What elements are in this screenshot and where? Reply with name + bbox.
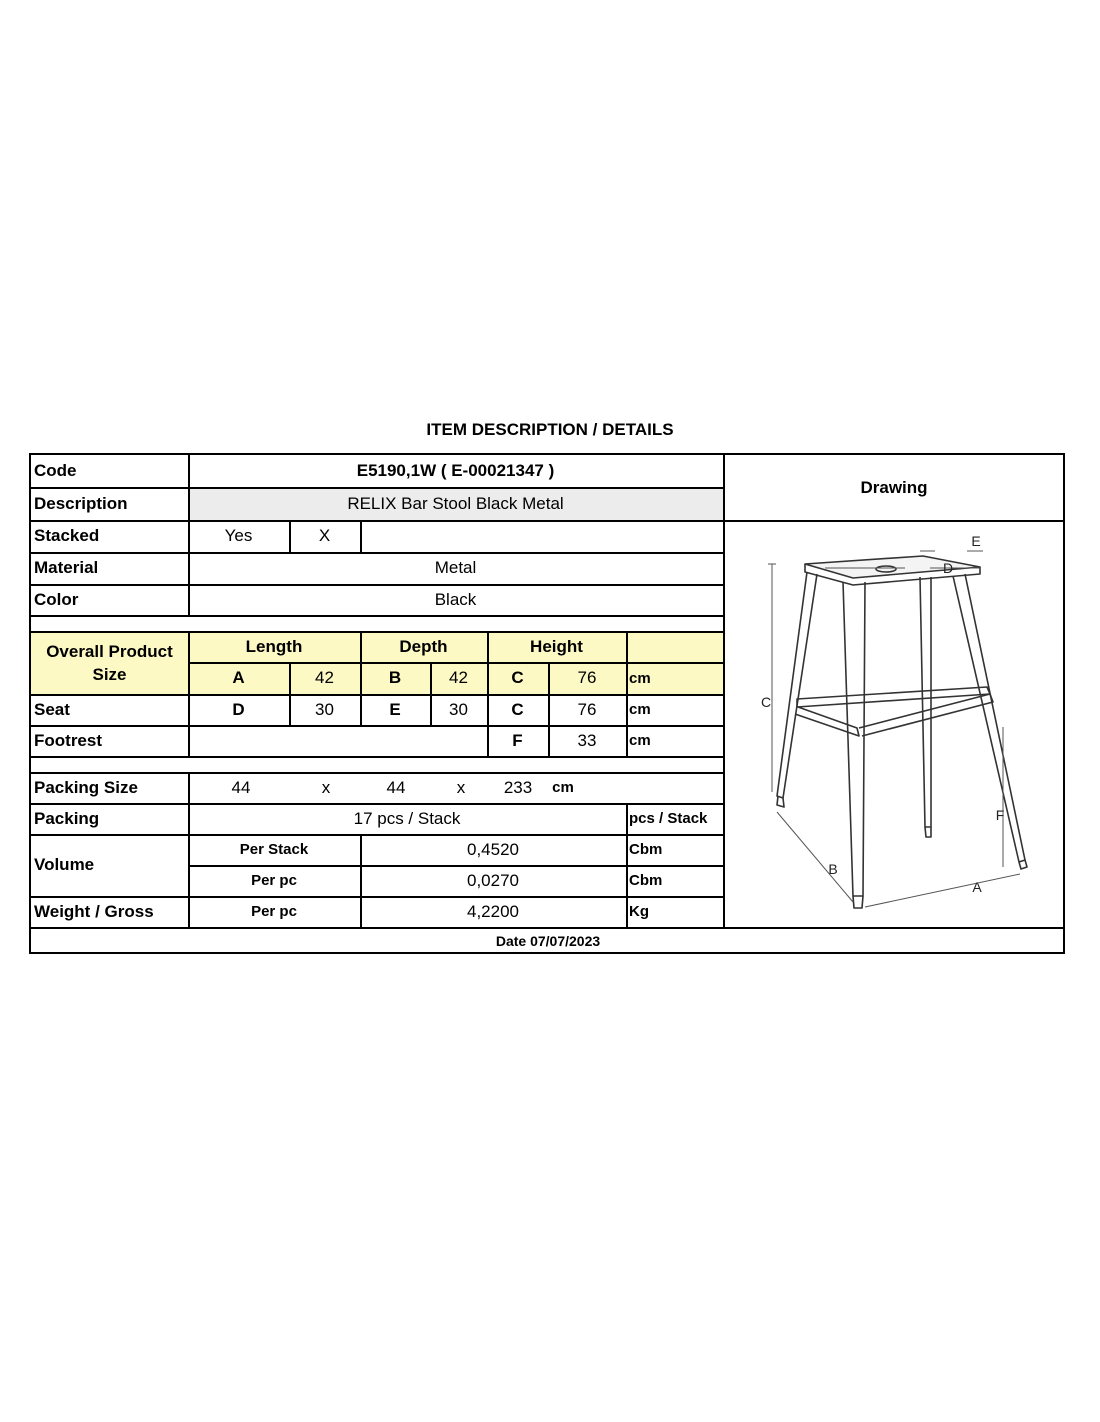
footrest-bar <box>795 707 859 736</box>
weight-per-pc-label: Per pc <box>251 903 297 920</box>
weight-label: Weight / Gross <box>34 901 154 921</box>
overall-size-label: Overall Product Size <box>46 641 173 684</box>
packing-size-x2: x <box>456 777 466 797</box>
packing-unit: pcs / Stack <box>629 810 708 827</box>
footrest-bar <box>797 687 990 707</box>
dim-c-value: 76 <box>577 668 597 687</box>
packing-size-length: 44 <box>231 777 251 797</box>
dim-a-value: 42 <box>315 668 334 687</box>
col-line <box>360 520 362 552</box>
seat-e-value: 30 <box>449 699 468 719</box>
height-header: Height <box>530 636 583 656</box>
volume-per-pc-value: 0,0270 <box>467 870 519 890</box>
volume-per-pc-label: Per pc <box>251 872 297 889</box>
seat-c-value: 76 <box>577 699 597 719</box>
page-title: ITEM DESCRIPTION / DETAILS <box>426 420 674 439</box>
volume-label: Volume <box>34 855 95 874</box>
depth-header: Depth <box>399 636 448 656</box>
length-header: Length <box>245 636 303 656</box>
seat-d-key: D <box>232 699 245 719</box>
packing-size-width: 44 <box>386 777 406 797</box>
footrest-bar <box>859 694 993 736</box>
material-value: Metal <box>434 558 477 577</box>
footrest-f-value: 33 <box>577 730 597 750</box>
seat-unit: cm <box>629 701 651 718</box>
overall-unit: cm <box>629 669 651 687</box>
drawing-label-e: E <box>971 533 981 549</box>
volume-per-stack-label: Per Stack <box>239 841 309 858</box>
description-value: RELIX Bar Stool Black Metal <box>347 493 564 513</box>
stacked-label: Stacked <box>34 526 100 545</box>
color-label: Color <box>34 589 79 609</box>
seat-label: Seat <box>34 699 70 719</box>
weight-value: 4,2200 <box>467 901 519 921</box>
dim-b-key: B <box>388 668 402 687</box>
footrest-label: Footrest <box>34 730 102 750</box>
stacked-value: Yes <box>224 526 253 545</box>
stool-leg <box>920 577 931 827</box>
footrest-f-key: F <box>512 730 523 750</box>
stool-leg <box>843 582 865 896</box>
seat-c-key: C <box>511 699 524 719</box>
weight-unit: Kg <box>629 903 649 920</box>
packing-size-label: Packing Size <box>34 777 138 797</box>
stacked-mark: X <box>318 526 331 545</box>
item-details-table <box>29 453 1065 954</box>
packing-size-x1: x <box>321 777 331 797</box>
material-label: Material <box>34 558 99 577</box>
code-label: Code <box>34 461 77 480</box>
seat-d-value: 30 <box>315 699 334 719</box>
stool-foot <box>853 896 863 908</box>
packing-label: Packing <box>34 808 100 828</box>
packing-size-unit: cm <box>552 779 574 796</box>
drawing-label-b: B <box>828 861 838 877</box>
drawing-label-c: C <box>760 694 772 710</box>
volume-per-pc-unit: Cbm <box>629 872 663 889</box>
drawing-label-d: D <box>942 560 954 576</box>
dimension-line-b <box>777 812 853 902</box>
volume-per-stack-value: 0,4520 <box>467 839 519 859</box>
volume-per-stack-unit: Cbm <box>629 841 663 858</box>
footrest-unit: cm <box>629 732 651 749</box>
row-line <box>31 756 723 758</box>
stool-leg <box>953 574 1025 862</box>
drawing-label-a: A <box>972 879 982 895</box>
drawing-label: Drawing <box>860 477 928 497</box>
packing-value: 17 pcs / Stack <box>353 808 461 828</box>
color-value: Black <box>434 589 477 609</box>
drawing-label-f: F <box>995 807 1005 823</box>
date-footer: Date 07/07/2023 <box>495 932 601 949</box>
stool-foot <box>925 827 931 837</box>
dim-c-key: C <box>511 668 524 687</box>
dim-a-key: A <box>232 668 245 687</box>
row-line <box>31 615 723 617</box>
bar-stool-drawing <box>725 522 1063 925</box>
dimension-line-a <box>865 874 1020 907</box>
dim-b-value: 42 <box>449 668 468 687</box>
code-value: E5190,1W ( E-00021347 ) <box>356 461 555 480</box>
description-label: Description <box>34 493 128 513</box>
seat-e-key: E <box>389 699 401 719</box>
stool-leg <box>777 572 817 798</box>
packing-size-height: 233 <box>503 777 533 797</box>
